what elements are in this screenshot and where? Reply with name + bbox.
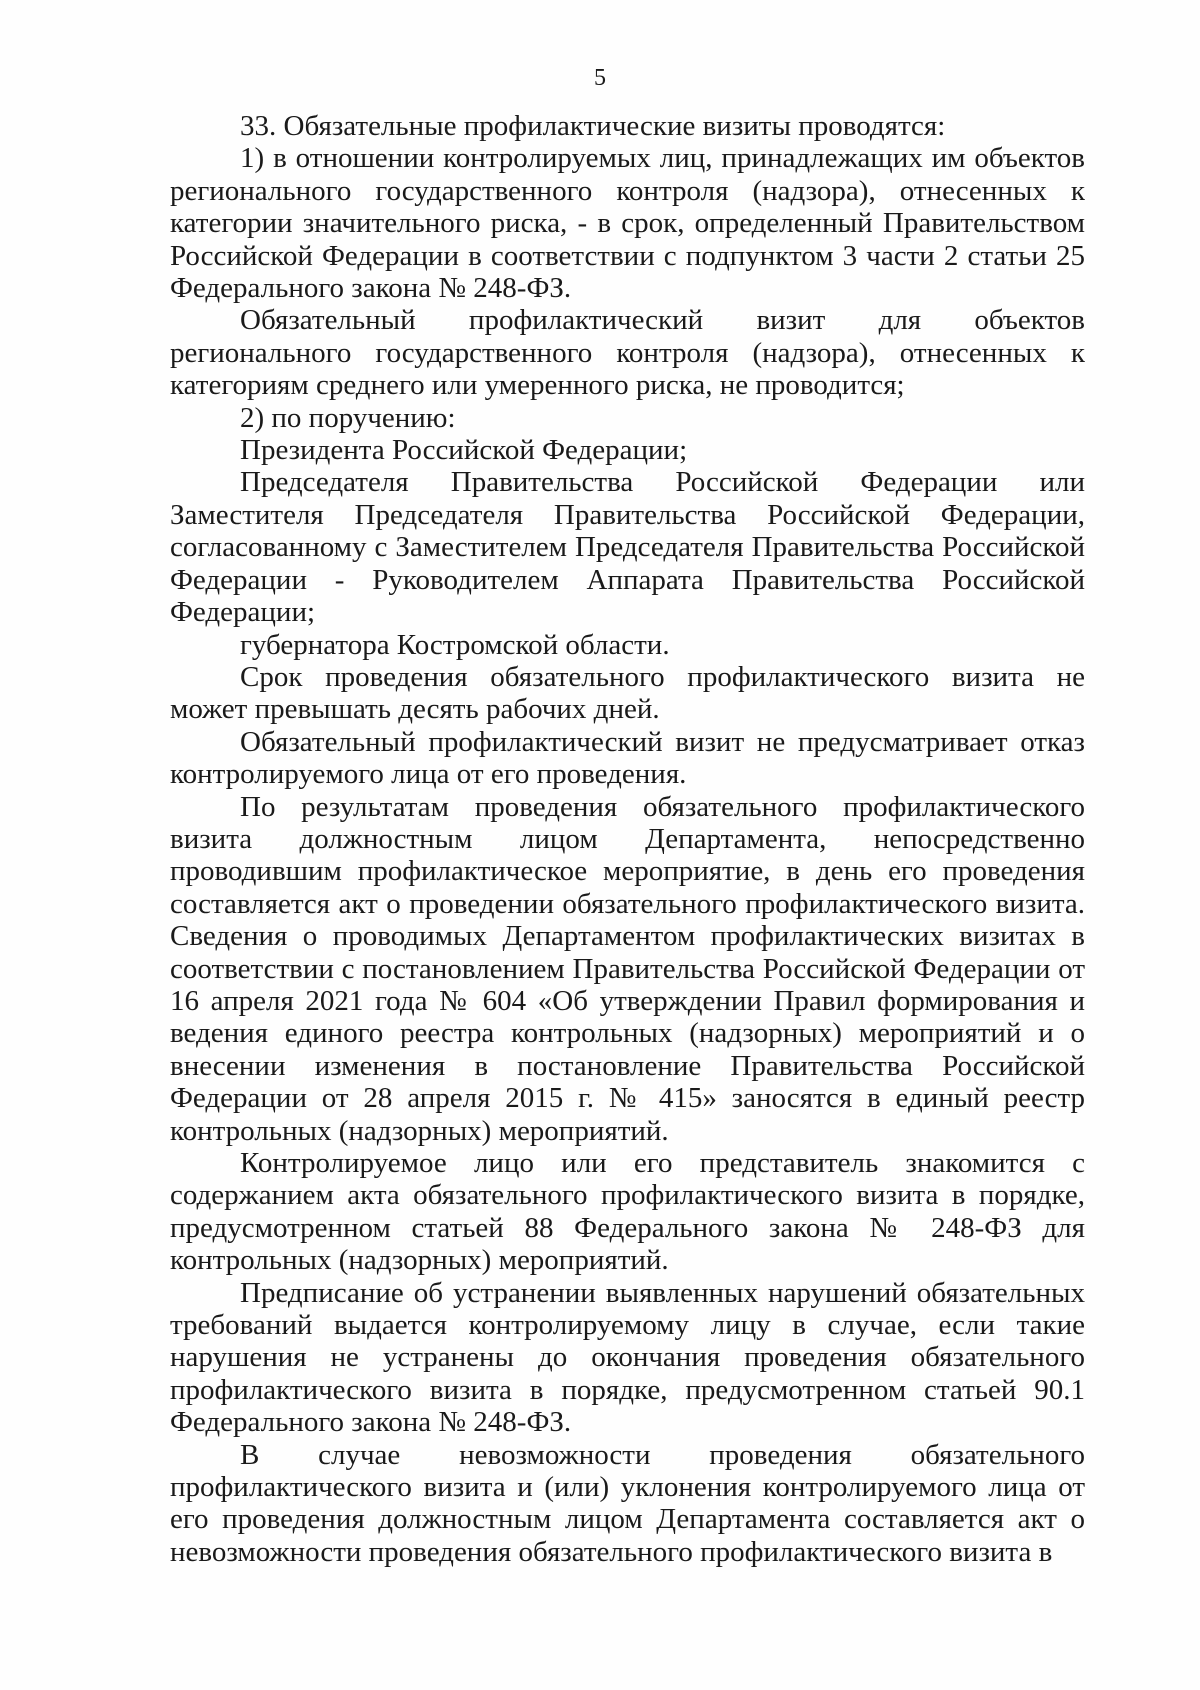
paragraph-governor: губернатора Костромской области. [240,628,670,661]
page-number: 5 [594,65,606,91]
paragraph-item-1: 1) в отношении контролируемых лиц, принадлежащих им объектов регионального государственного контроля (надзора), отнесенных к категории значительного риска, - в срок, определенный Правительством Российской Федерации в соответствии с подпунктом 3 части 2 статьи 25 Федерального закона № 248-ФЗ. [170,142,1085,305]
document-body [170,110,1085,1568]
paragraph-item-2: 2) по поручению: [240,401,456,434]
paragraph-no-refusal: Обязательный профилактический визит не предусматривает отказ контролируемого лица от его проведения. [170,725,1085,791]
paragraph-duration: Срок проведения обязательного профилактического визита не может превышать десять рабочих дней. [170,660,1085,726]
paragraph-impossibility: В случае невозможности проведения обязательного профилактического визита и (или) уклонения контролируемого лица от его проведения должностным лицом Департамента составляется акт о невозможности проведения обязательного профилактического визита в [170,1438,1085,1568]
paragraph-acquaintance: Контролируемое лицо или его представитель знакомится с содержанием акта обязательного профилактического визита в порядке, предусмотренном статьей 88 Федерального закона № 248-ФЗ для контрольных (надзорных) мероприятий. [170,1147,1085,1277]
paragraph-33-heading: 33. Обязательные профилактические визиты проводятся: [240,110,946,142]
paragraph-results: По результатам проведения обязательного профилактического визита должностным лицом Департамента, непосредственно проводившим профилактическое мероприятие, в день его проведения составляется акт о проведении обязательного профилактического визита. Сведения о проводимых Департаментом профилактических визитах в соответствии с постановлением Правительства Российской Федерации от 16 апреля 2021 года № 604 «Об утверждении Правил формирования и ведения единого реестра контрольных (надзорных) мероприятий и о внесении изменения в постановление Правительства Российской Федерации от 28 апреля 2015 г. № 415» заносятся в единый реестр контрольных (надзорных) мероприятий. [170,790,1085,1147]
paragraph-chairman: Председателя Правительства Российской Федерации или Заместителя Председателя Правительства Российской Федерации, согласованному с Заместителем Председателя Правительства Российской Федерации - Руководителем Аппарата Правительства Российской Федерации; [170,466,1085,629]
paragraph-prescription: Предписание об устранении выявленных нарушений обязательных требований выдается контролируемому лицу в случае, если такие нарушения не устранены до окончания проведения обязательного профилактического визита в порядке, предусмотренном статьей 90.1 Федерального закона № 248-ФЗ. [170,1276,1085,1439]
paragraph-moderate-risk: Обязательный профилактический визит для объектов регионального государственного контроля (надзора), отнесенных к категориям среднего или умеренного риска, не проводится; [170,304,1085,402]
paragraph-president: Президента Российской Федерации; [240,434,688,467]
